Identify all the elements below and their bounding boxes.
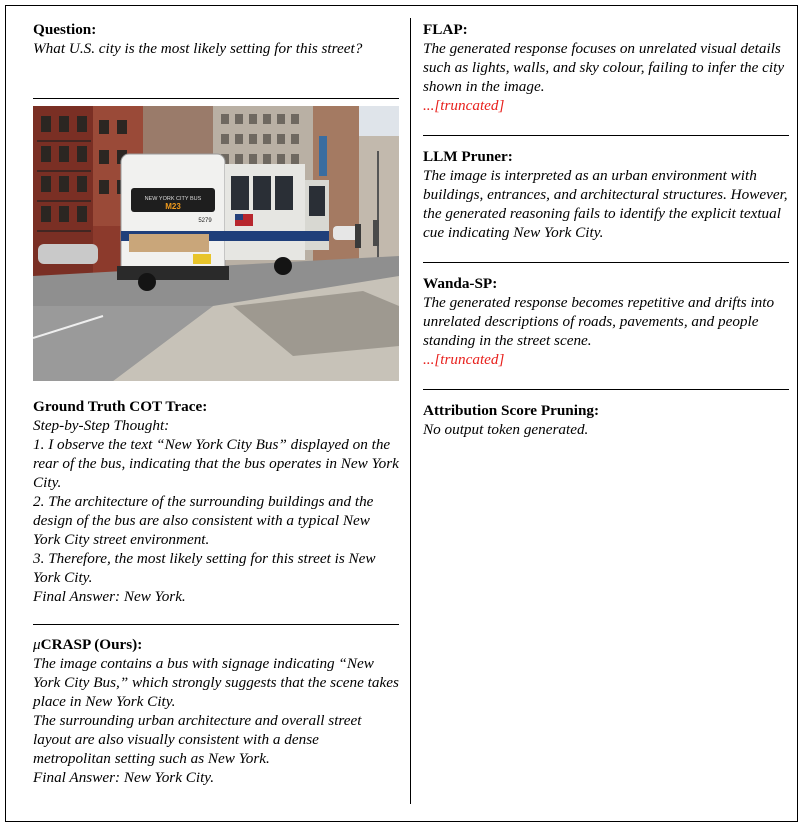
street-photo <box>33 106 399 381</box>
attribution-block <box>423 401 789 439</box>
column-divider <box>410 18 411 804</box>
ours-line: The surrounding urban architecture and overall street layout are also visually consistent with a dense metropolitan setting such as New York. <box>33 712 362 767</box>
wanda-sp-heading: Wanda-SP: <box>423 275 498 292</box>
wanda-sp-truncated: ...[truncated] <box>423 351 505 368</box>
ground-truth-block <box>33 397 399 606</box>
ours-line: The image contains a bus with signage indicating “New York City Bus,” which strongly suggests that the scene takes place in New York City. <box>33 655 399 710</box>
question-text: What U.S. city is the most likely setting for this street? <box>33 40 363 57</box>
divider-rule <box>33 624 399 625</box>
llm-pruner-heading: LLM Pruner: <box>423 148 513 165</box>
ground-truth-line: 3. Therefore, the most likely setting for this street is New York City. <box>33 550 376 586</box>
ours-heading-text: CRASP (Ours): <box>40 636 143 653</box>
llm-pruner-text: The image is interpreted as an urban environment with buildings, entrances, and architectural structures. However, the generated reasoning fails to identify the explicit textual cue indicating New York City. <box>423 167 788 241</box>
bus-route: M23 <box>165 202 181 211</box>
bus-sign: NEW YORK CITY BUS <box>144 196 202 202</box>
llm-pruner-block <box>423 147 789 242</box>
right-column <box>423 20 789 439</box>
ground-truth-line: Step-by-Step Thought: <box>33 417 170 434</box>
ours-line: Final Answer: New York City. <box>33 769 215 786</box>
flap-block <box>423 20 789 115</box>
bus-number: 5279 <box>198 218 212 224</box>
ours-heading <box>33 635 399 654</box>
question-block <box>33 20 399 58</box>
divider-rule <box>423 389 789 390</box>
flap-heading: FLAP: <box>423 21 468 38</box>
flap-text: The generated response focuses on unrelated visual details such as lights, walls, and sky colour, failing to infer the city shown in the image. <box>423 40 785 95</box>
ours-heading-mu: μ <box>33 636 41 653</box>
attribution-heading: Attribution Score Pruning: <box>423 402 600 419</box>
ground-truth-heading: Ground Truth COT Trace: <box>33 398 208 415</box>
left-column <box>33 20 399 787</box>
question-heading: Question: <box>33 21 97 38</box>
divider-rule <box>33 98 399 99</box>
wanda-sp-block <box>423 274 789 369</box>
ours-block <box>33 635 399 787</box>
divider-rule <box>423 262 789 263</box>
divider-rule <box>423 135 789 136</box>
wanda-sp-text: The generated response becomes repetitive and drifts into unrelated descriptions of roads, pavements, and people standing in the street scene. <box>423 294 775 349</box>
ground-truth-line: Final Answer: New York. <box>33 588 186 605</box>
ground-truth-line: 2. The architecture of the surrounding buildings and the design of the bus are also consistent with a typical New York City street environment. <box>33 493 374 548</box>
attribution-text: No output token generated. <box>423 421 589 438</box>
ground-truth-line: 1. I observe the text “New York City Bus” displayed on the rear of the bus, indicating that the bus operates in New York City. <box>33 436 399 491</box>
flap-truncated: ...[truncated] <box>423 97 505 114</box>
